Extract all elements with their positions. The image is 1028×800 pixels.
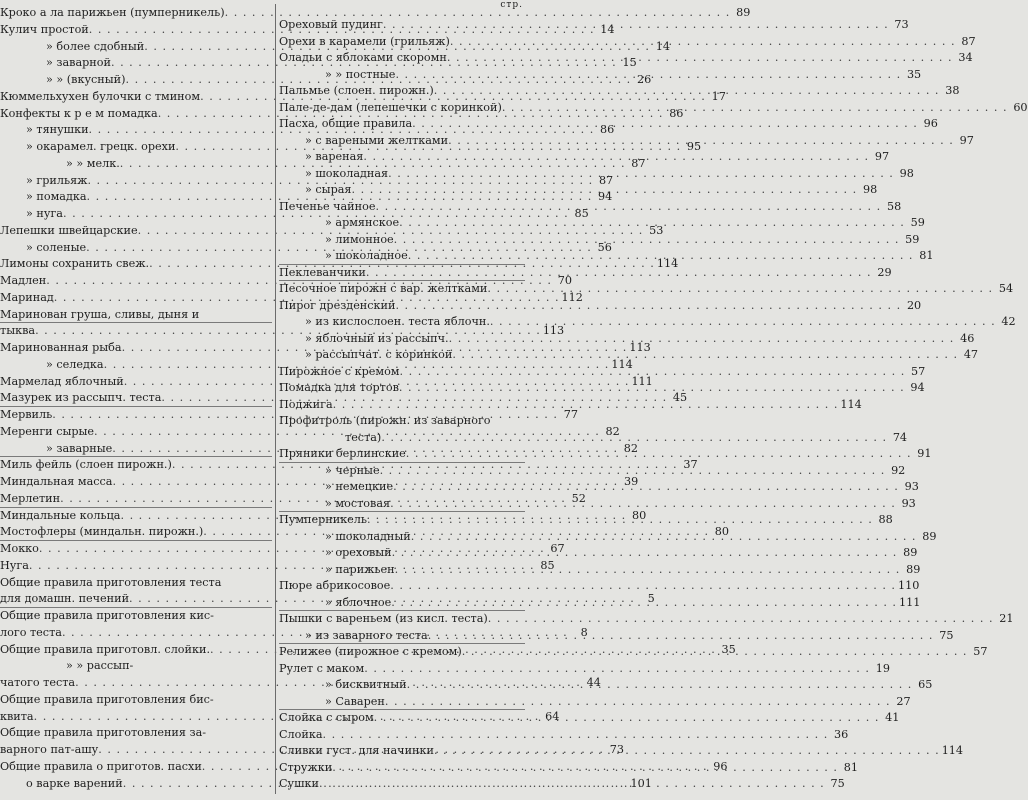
entry-page-number: 37 — [683, 458, 698, 472]
rule-line — [279, 280, 525, 281]
index-entry — [0, 341, 651, 354]
index-entry — [0, 609, 272, 622]
entry-title: » более сдобный — [46, 39, 145, 53]
entry-title: » ореховый — [325, 546, 392, 559]
entry-title: Кроко а ла парижьен (пумперникель) — [0, 6, 225, 19]
entry-page-number: 56 — [597, 240, 612, 254]
dot-leader — [381, 431, 887, 444]
index-entry — [0, 659, 272, 672]
entry-title: Слойка — [279, 727, 323, 741]
entry-page-number: 112 — [561, 290, 583, 304]
entry-page-number: 8 — [580, 625, 588, 639]
entry-page-number: 54 — [998, 282, 1014, 295]
entry-title: » сырая — [305, 183, 352, 196]
entry-title: » заварной — [46, 56, 111, 70]
entry-title: » грильяж — [26, 173, 88, 187]
dot-leader — [412, 117, 918, 130]
dot-leader — [333, 398, 839, 411]
dot-leader — [366, 266, 872, 279]
entry-title: Общие правила приготовления теста — [0, 575, 222, 589]
index-entry — [279, 183, 878, 196]
dot-leader — [449, 332, 955, 345]
dot-leader — [452, 348, 958, 361]
entry-page-number: 113 — [629, 341, 651, 354]
entry-page-number: 82 — [623, 441, 639, 455]
rule-line — [0, 507, 272, 508]
entry-title: Релижее (пирожное с кремом) — [279, 645, 462, 658]
entry-title: квита — [0, 709, 34, 723]
entry-page-number: 58 — [886, 199, 902, 213]
entry-page-number: 73 — [894, 18, 909, 31]
entry-page-number: 92 — [891, 463, 906, 477]
entry-page-number: 65 — [918, 678, 933, 691]
rule-line — [279, 264, 525, 265]
rule-line — [279, 610, 525, 611]
entry-page-number: 26 — [637, 73, 652, 86]
entry-title: Лепешки швейцарские — [0, 223, 138, 237]
entry-page-number: 110 — [898, 579, 920, 592]
page-label: стр. — [500, 0, 523, 10]
index-entry — [0, 6, 751, 19]
entry-title: » черные — [325, 463, 380, 477]
index-entry — [279, 694, 911, 708]
rule-line — [0, 322, 272, 323]
entry-page-number: 67 — [550, 542, 565, 555]
dot-leader — [363, 150, 869, 163]
entry-page-number: 86 — [669, 106, 684, 120]
entry-page-number — [491, 414, 511, 427]
dot-leader — [364, 662, 870, 675]
dot-leader — [487, 282, 993, 295]
rule-line — [279, 709, 525, 710]
rule-line — [279, 643, 525, 644]
dot-leader — [319, 777, 825, 790]
entry-title: Мадлен — [0, 274, 47, 287]
entry-title: Общие правила приготовления за- — [0, 726, 207, 740]
entry-title: Сушки — [279, 777, 319, 790]
entry-page-number: 96 — [713, 759, 728, 773]
index-entry — [0, 190, 613, 204]
entry-title: Орехи в карамели (грильяж) — [279, 34, 450, 48]
index-entry — [279, 249, 934, 262]
entry-title: » тянушки — [26, 123, 89, 137]
dot-leader — [395, 299, 901, 312]
entry-page-number: 81 — [919, 249, 934, 262]
dot-leader — [408, 249, 914, 262]
entry-title: Профитроль (пирожн. из заварного — [279, 414, 491, 427]
entry-title: Пасха, общие правила — [279, 117, 413, 130]
dot-leader — [450, 35, 956, 48]
entry-title: Песочное пирожн с вар. желтками — [279, 282, 488, 295]
entry-page-number: 64 — [545, 709, 560, 723]
index-entry — [279, 661, 890, 675]
entry-page-number: 113 — [542, 324, 565, 338]
entry-page-number: 89 — [922, 529, 937, 543]
dot-leader — [434, 744, 940, 757]
index-entry — [279, 216, 925, 229]
index-entry — [0, 274, 572, 287]
entry-title: » яблочный из рассыпч. — [305, 331, 449, 345]
entry-page-number: 35 — [721, 642, 736, 656]
entry-title: Оладьи с яблоками скоромн — [279, 51, 447, 64]
entry-page-number: 81 — [843, 760, 858, 774]
index-entry — [279, 199, 902, 213]
index-entry — [0, 257, 679, 271]
index-entry — [279, 727, 849, 741]
entry-title: Мостофлеры (миндальн. пирожн.) — [0, 525, 204, 539]
entry-title: » шоколадное — [325, 249, 408, 262]
index-entry — [0, 693, 272, 706]
entry-page-number: 89 — [906, 562, 921, 576]
entry-title: Мокко — [0, 542, 39, 555]
entry-page-number: 17 — [711, 89, 726, 103]
entry-page-number: 80 — [631, 508, 647, 522]
entry-page-number: 77 — [563, 408, 578, 421]
entry-page-number: 87 — [631, 156, 646, 170]
entry-title: лого теста — [0, 625, 62, 639]
index-entry — [279, 628, 954, 642]
entry-title: Пряники берлинские — [279, 447, 406, 460]
entry-page-number: 59 — [910, 216, 925, 229]
entry-title: » » мелк. — [66, 156, 120, 170]
entry-page-number: 89 — [736, 6, 751, 19]
entry-title: Поджига — [279, 397, 333, 411]
entry-title: Маринованная рыба — [0, 341, 122, 354]
entry-page-number: 93 — [904, 480, 919, 493]
entry-title: Пеклеванчики — [279, 265, 366, 279]
dot-leader — [434, 84, 940, 97]
entry-title: Слойка с сыром — [279, 711, 374, 724]
entry-page-number: 82 — [605, 424, 620, 438]
entry-page-number: 57 — [911, 364, 926, 378]
entry-page-number: 27 — [896, 694, 911, 708]
entry-title: » селедка — [46, 357, 104, 371]
entry-page-number: 101 — [630, 776, 652, 790]
entry-title: » из заварного теста — [305, 628, 428, 642]
entry-page-number: 29 — [877, 265, 892, 279]
entry-page-number: 93 — [901, 496, 916, 510]
entry-title: » нуга — [26, 207, 63, 220]
entry-page-number: 15 — [622, 56, 637, 70]
entry-page-number: 19 — [875, 661, 890, 675]
entry-title: Стружки — [279, 760, 333, 774]
dot-leader — [428, 629, 934, 642]
entry-title: » шоколадный — [325, 529, 411, 543]
entry-title: » помадка — [26, 190, 87, 204]
entry-page-number — [199, 308, 219, 321]
entry-page-number: 34 — [958, 51, 973, 64]
entry-title: Лимоны сохранить свеж. — [0, 257, 150, 271]
dot-leader — [375, 200, 881, 213]
index-entry — [279, 282, 1014, 295]
dot-leader — [394, 233, 900, 246]
entry-page-number: 38 — [945, 84, 960, 97]
entry-page-number: 75 — [939, 628, 954, 642]
entry-page-number: 14 — [655, 39, 670, 53]
entry-page-number: 98 — [899, 166, 914, 180]
entry-title: для домашн. печений — [0, 592, 130, 606]
dot-leader — [407, 678, 913, 691]
entry-page-number: 87 — [961, 34, 976, 48]
index-entry — [279, 315, 1016, 328]
dot-leader — [323, 728, 829, 741]
entry-title: » парижьен — [325, 562, 395, 576]
entry-page-number: 41 — [885, 711, 900, 724]
entry-title: Помадка для тортов — [279, 381, 399, 394]
index-entry — [279, 265, 892, 279]
entry-page-number: 5 — [647, 592, 655, 606]
entry-title: » » постные — [325, 67, 396, 81]
entry-page-number — [206, 726, 226, 739]
rule-line — [279, 462, 525, 463]
entry-page-number: 44 — [586, 676, 601, 689]
dot-leader — [390, 497, 896, 510]
entry-title: Маринад — [0, 290, 54, 304]
dot-leader — [447, 51, 953, 64]
entry-page-number: 52 — [571, 491, 586, 505]
entry-page-number: 111 — [631, 374, 653, 388]
entry-title: Пале-де-дам (лепешечки с коринкой) — [279, 100, 502, 114]
dot-leader — [395, 563, 901, 576]
entry-title: » немецкие — [325, 480, 394, 493]
dot-leader — [332, 761, 838, 774]
entry-title: теста) — [345, 430, 382, 444]
entry-title: Печенье чайное — [279, 199, 376, 213]
dot-leader — [400, 365, 906, 378]
entry-title: чатого теста — [0, 676, 76, 689]
entry-page-number: 97 — [874, 150, 890, 163]
entry-title: Мармелад яблочный — [0, 374, 124, 388]
dot-leader — [399, 216, 905, 229]
entry-page-number: 98 — [862, 183, 878, 196]
dot-leader — [488, 612, 994, 625]
entry-title: Миндальная масса — [0, 475, 113, 488]
rule-line — [279, 511, 525, 512]
entry-title: Кюммельхухен булочки с тмином — [0, 89, 201, 103]
entry-page-number: 20 — [906, 298, 922, 312]
rule-line — [0, 406, 272, 407]
entry-page-number: 73 — [609, 743, 624, 756]
entry-title: Пирог дрезденский — [279, 298, 396, 312]
entry-page-number: 46 — [960, 331, 975, 345]
entry-page-number: 89 — [903, 546, 918, 559]
entry-title: » мостовая — [325, 496, 391, 510]
index-entry — [0, 726, 272, 739]
entry-title: Рулет с маком — [279, 661, 365, 675]
entry-title: » из кислослоен. теста яблочн. — [305, 315, 490, 328]
entry-title: » Саварен — [325, 694, 385, 708]
entry-page-number: 45 — [672, 391, 688, 405]
index-entry — [279, 579, 920, 592]
dot-leader — [411, 530, 917, 543]
index-entry — [0, 207, 589, 220]
index-entry — [279, 298, 922, 312]
entry-title: Пальмье (слоен. пирожн.) — [279, 84, 434, 97]
dot-leader — [388, 167, 894, 180]
entry-page-number: 14 — [600, 22, 615, 36]
entry-page-number: 74 — [892, 430, 908, 444]
entry-page-number: 36 — [834, 727, 849, 741]
entry-page-number: 114 — [941, 744, 964, 757]
entry-page-number: 47 — [963, 348, 979, 361]
entry-title: Общие правила приготовл. слойки. — [0, 642, 211, 656]
entry-title: Миндальные кольца — [0, 508, 121, 522]
index-entry — [279, 232, 920, 246]
entry-title: Мерлетин — [0, 491, 61, 505]
entry-page-number: 88 — [878, 513, 893, 526]
entry-title: » окарамел. грецк. орехи — [26, 140, 176, 153]
rule-line — [0, 540, 272, 541]
entry-title: о варке варений — [26, 776, 123, 790]
entry-page-number: 114 — [656, 257, 679, 271]
entry-title: » заварные — [46, 441, 113, 455]
index-entry — [0, 240, 612, 254]
entry-page-number — [133, 659, 153, 672]
dot-leader — [448, 134, 954, 147]
entry-title: Кулич простой — [0, 22, 89, 36]
entry-page-number: 85 — [540, 558, 555, 572]
entry-title: Пюре абрикосовое — [279, 579, 391, 592]
entry-page-number: 21 — [999, 612, 1014, 625]
index-entry — [0, 308, 272, 321]
dot-leader — [462, 642, 968, 658]
entry-page-number: 94 — [598, 190, 613, 204]
entry-page-number — [214, 609, 234, 622]
dot-leader — [399, 381, 905, 394]
entry-title: Нуга — [0, 558, 29, 572]
dot-leader — [392, 546, 898, 559]
index-entry — [0, 223, 664, 237]
entry-title: » бисквитный — [325, 678, 407, 691]
entry-page-number — [214, 693, 234, 706]
entry-title: варного пат-ашу — [0, 743, 99, 756]
dot-leader — [374, 711, 880, 724]
dot-leader — [391, 596, 897, 609]
entry-title: » с вареными желтками — [305, 133, 449, 147]
dot-leader — [390, 579, 896, 592]
entry-title: Общие правила приготовления бис- — [0, 692, 214, 706]
dot-leader — [406, 447, 912, 460]
entry-title: Ореховый пудинг — [279, 18, 383, 31]
entry-page-number: 94 — [910, 381, 925, 394]
index-entry — [279, 414, 525, 427]
entry-page-number — [221, 576, 241, 589]
entry-page-number: 57 — [973, 645, 988, 658]
index-entry — [279, 348, 979, 361]
column-divider — [275, 4, 276, 794]
entry-page-number: 60 — [1013, 100, 1028, 114]
entry-title: » соленые — [26, 240, 87, 254]
entry-title: » армянское — [325, 216, 400, 229]
entry-page-number: 96 — [923, 117, 938, 130]
entry-title: » вареная — [305, 150, 364, 163]
entry-title: Пирожное с кремом — [279, 364, 400, 378]
dot-leader — [351, 183, 857, 196]
dot-leader — [490, 315, 996, 328]
entry-page-number: 85 — [574, 207, 589, 220]
entry-title: Миль фейль (слоен пирожн.) — [0, 458, 172, 472]
entry-title: » рассыпчат. с коринкой — [305, 348, 453, 361]
dot-leader — [385, 695, 891, 708]
entry-page-number: 75 — [830, 777, 845, 790]
dot-leader — [367, 513, 873, 526]
rule-line — [0, 456, 272, 457]
entry-title: Маринован груша, сливы, дыня и — [0, 307, 200, 321]
index-entry — [279, 612, 1014, 625]
entry-page-number: 80 — [714, 525, 730, 539]
entry-page-number: 114 — [840, 397, 862, 411]
entry-title: Общие правила приготовления кис- — [0, 609, 214, 622]
entry-page-number: 114 — [611, 357, 633, 371]
entry-page-number: 53 — [649, 223, 664, 237]
entry-page-number: 70 — [557, 274, 572, 287]
entry-title: Общие правила о приготов. пасхи — [0, 759, 202, 773]
entry-page-number: 87 — [598, 173, 614, 187]
entry-page-number: 95 — [686, 140, 702, 153]
entry-title: » » (вкусный) — [46, 73, 126, 86]
entry-title: Меренги сырые — [0, 424, 95, 438]
index-entry — [0, 290, 583, 304]
dot-leader — [380, 464, 886, 477]
dot-leader — [395, 68, 901, 81]
entry-page-number: 111 — [899, 595, 921, 609]
entry-page-number: 97 — [959, 133, 974, 147]
entry-page-number: 86 — [600, 123, 615, 137]
entry-page-number: 91 — [917, 447, 932, 460]
entry-page-number: 35 — [906, 67, 922, 81]
index-entry — [279, 595, 921, 609]
entry-title: Пумперникель — [279, 513, 368, 526]
entry-page-number: 59 — [905, 232, 920, 246]
entry-title: » яблочное — [325, 595, 392, 609]
dot-leader — [383, 18, 889, 31]
entry-title: » шоколадная — [305, 166, 389, 180]
index-entry — [0, 576, 272, 589]
entry-title: » » рассып- — [66, 659, 134, 673]
entry-title: тыква — [0, 324, 36, 338]
entry-page-number: 39 — [623, 475, 639, 488]
entry-title: Сливки густ. для начинки — [279, 744, 434, 757]
entry-title: Конфекты к р е м помадка — [0, 106, 158, 120]
entry-title: » лимонное — [325, 232, 394, 246]
dot-leader — [393, 480, 899, 493]
rule-line — [0, 607, 272, 608]
dot-leader — [502, 101, 1008, 114]
entry-title: Мазурек из рассыпч. теста — [0, 391, 162, 405]
entry-title: Пышки с вареньем (из кисл. теста) — [279, 612, 488, 625]
entry-page-number: 42 — [1001, 315, 1016, 328]
entry-title: Мервиль — [0, 408, 53, 421]
